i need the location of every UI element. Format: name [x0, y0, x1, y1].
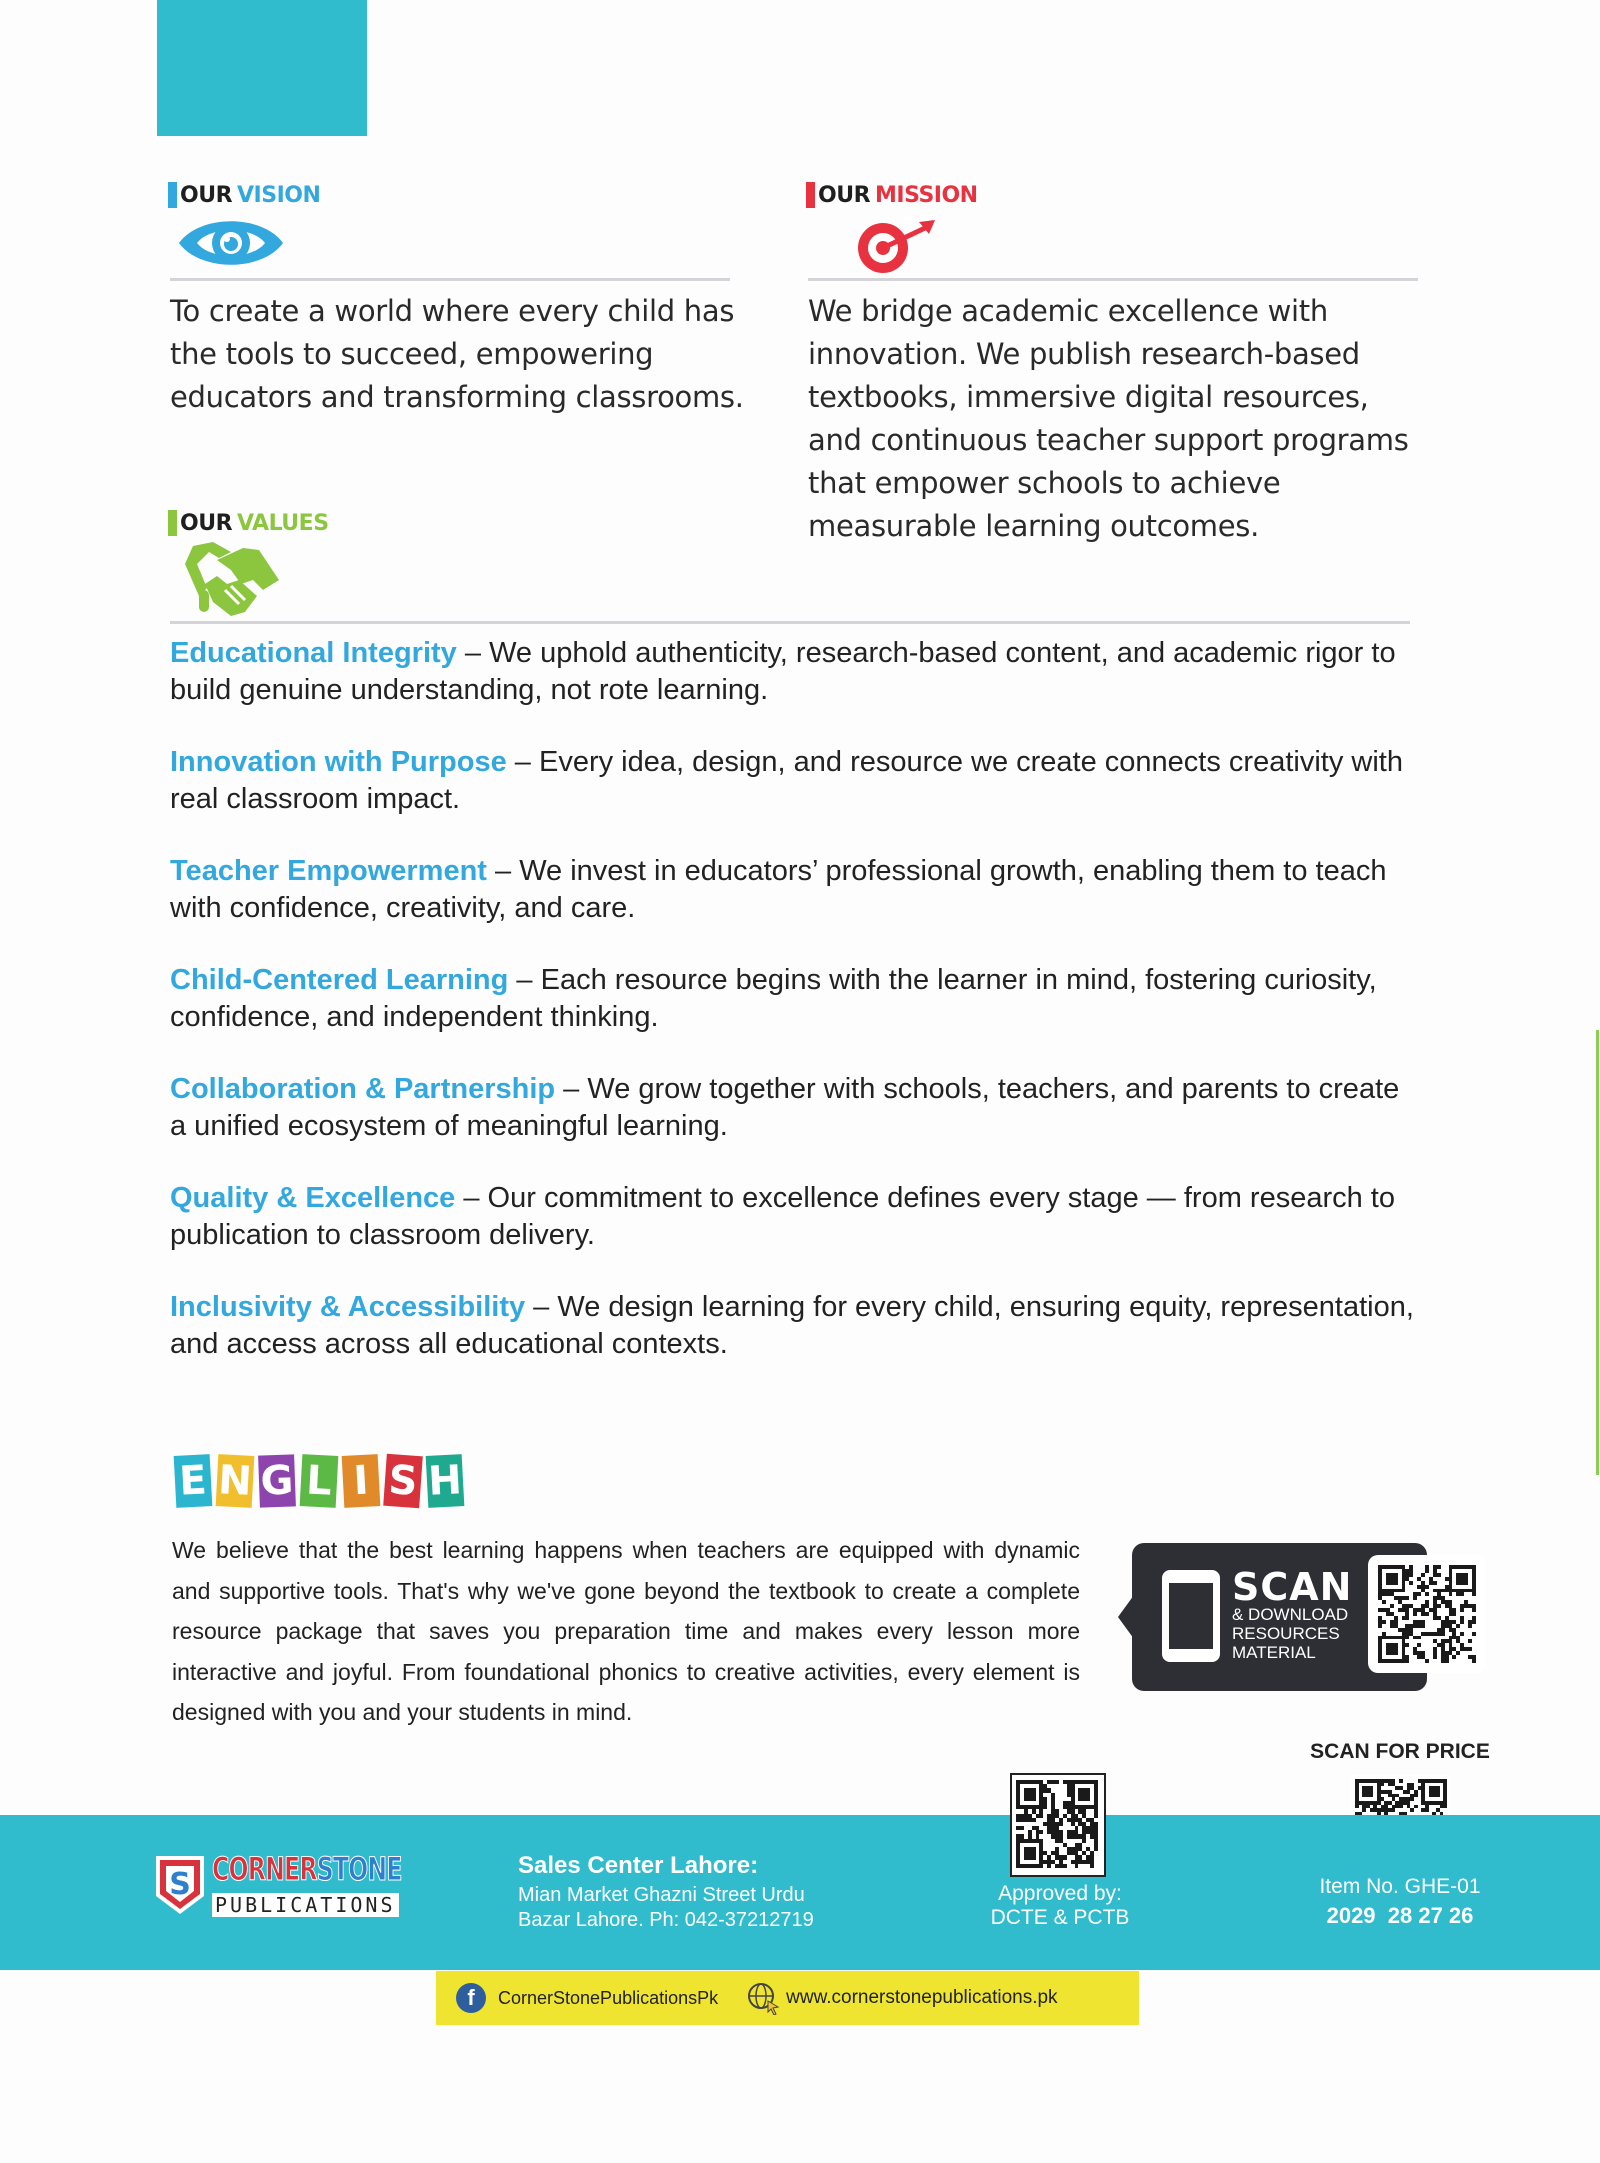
social-links-bar — [436, 1971, 1139, 2025]
scan-line: MATERIAL — [1232, 1643, 1316, 1662]
english-letter-tile: N — [216, 1454, 255, 1508]
value-text: – We design learning for every child, ensuring equity, representation, and access across all educational contexts. — [170, 1291, 1414, 1360]
english-letter-tile: G — [258, 1454, 296, 1507]
mission-heading — [806, 182, 978, 208]
brand-name-blue: STONE — [316, 1850, 402, 1888]
mission-text: We bridge academic excellence with innovation. We publish research-based textbooks, immersive digital resources, and continuous teacher support programs that empower schools to achieve measurable learning outcomes. — [808, 294, 1409, 543]
value-item — [170, 635, 1420, 709]
values-divider — [170, 621, 1410, 624]
value-item — [170, 744, 1420, 818]
facebook-icon: f — [456, 1983, 486, 2013]
value-item — [170, 1289, 1420, 1363]
approved-value: DCTE & PCTB — [990, 1906, 1130, 1929]
value-title: Collaboration & Partnership — [170, 1073, 556, 1105]
top-teal-block — [157, 0, 367, 136]
sales-center-title: Sales Center Lahore: — [518, 1852, 759, 1879]
mission-divider — [808, 278, 1418, 281]
heading-bar — [168, 510, 177, 536]
approval-info — [975, 1882, 1145, 1930]
vision-heading — [168, 182, 320, 208]
globe-www-icon — [746, 1981, 780, 2015]
value-text: – Our commitment to excellence defines every stage — from research to publication to classroom delivery. — [170, 1182, 1395, 1251]
heading-accent: VISION — [237, 182, 321, 208]
value-title: Teacher Empowerment — [170, 855, 487, 887]
value-text: – We invest in educators’ professional growth, enabling them to teach with confidence, creativity, and care. — [170, 855, 1387, 924]
value-item — [170, 1180, 1420, 1254]
phone-screen — [1169, 1583, 1213, 1649]
english-letter-tile: L — [300, 1454, 339, 1508]
scan-subtitle — [1232, 1605, 1348, 1662]
heading-prefix: OUR — [180, 510, 233, 536]
approved-label: Approved by: — [998, 1882, 1122, 1905]
heading-bar — [168, 182, 177, 208]
english-letter-tile: H — [426, 1454, 465, 1508]
brand-subtitle: PUBLICATIONS — [212, 1893, 399, 1917]
value-title: Inclusivity & Accessibility — [170, 1291, 526, 1323]
cornerstone-shield-logo — [152, 1852, 208, 1918]
english-letter-tile: I — [342, 1454, 381, 1508]
value-title: Quality & Excellence — [170, 1182, 456, 1214]
approval-qr-code[interactable] — [1016, 1780, 1098, 1868]
facebook-link[interactable]: CornerStonePublicationsPk — [498, 1987, 719, 2008]
value-item — [170, 853, 1420, 927]
website-link[interactable]: www.cornerstonepublications.pk — [786, 1987, 1058, 2008]
item-number: Item No. GHE-01 — [1319, 1875, 1481, 1898]
sales-center-address — [518, 1883, 814, 1933]
heading-prefix: OUR — [818, 182, 871, 208]
edition-years: 2029 28 27 26 — [1326, 1903, 1474, 1928]
heading-accent: VALUES — [237, 510, 329, 536]
english-letter-tile: E — [174, 1454, 213, 1508]
scan-title: SCAN — [1232, 1565, 1353, 1609]
vision-text: To create a world where every child has the tools to succeed, empowering educators and transforming classrooms. — [170, 294, 744, 414]
english-description: We believe that the best learning happens when teachers are equipped with dynamic and supportive tools. That's why we've gone beyond the textbook to create a complete resource package that saves you preparation time and makes every lesson more interactive and joyful. From foundational phonics to creative activities, every element is designed with you and your students in mind. — [172, 1537, 1080, 1725]
eye-icon — [175, 212, 287, 274]
values-heading — [168, 510, 329, 536]
handshake-icon — [183, 540, 283, 620]
target-dart-icon — [855, 212, 937, 276]
address-line: Mian Market Ghazni Street Urdu — [518, 1884, 805, 1906]
vision-divider — [170, 278, 730, 281]
scan-for-price-label: SCAN FOR PRICE — [1310, 1740, 1490, 1763]
value-title: Educational Integrity — [170, 637, 457, 669]
value-text: – Every idea, design, and resource we create connects creativity with real classroom impact. — [170, 746, 1403, 815]
value-title: Child-Centered Learning — [170, 964, 509, 996]
heading-bar — [806, 182, 815, 208]
values-list — [170, 635, 1420, 1398]
brand-name-red: CORNER — [212, 1850, 317, 1888]
value-title: Innovation with Purpose — [170, 746, 507, 778]
value-text: – Each resource begins with the learner in mind, fostering curiosity, confidence, and independent thinking. — [170, 964, 1377, 1033]
heading-accent: MISSION — [875, 182, 978, 208]
scan-line: RESOURCES — [1232, 1624, 1340, 1643]
brand-name — [212, 1850, 402, 1888]
address-line: Bazar Lahore. Ph: 042-37212719 — [518, 1909, 814, 1931]
value-text: – We grow together with schools, teachers, and parents to create a unified ecosystem of meaningful learning. — [170, 1073, 1400, 1142]
resources-qr-code[interactable] — [1378, 1565, 1476, 1663]
english-logo — [175, 1455, 469, 1507]
english-letter-tile: S — [383, 1454, 423, 1508]
side-accent-line — [1596, 1030, 1599, 1475]
svg-text:S: S — [169, 1867, 191, 1902]
heading-prefix: OUR — [180, 182, 233, 208]
value-item — [170, 1071, 1420, 1145]
value-item — [170, 962, 1420, 1036]
value-text: – We uphold authenticity, research-based content, and academic rigor to build genuine understanding, not rote learning. — [170, 637, 1396, 706]
scan-line: & DOWNLOAD — [1232, 1605, 1349, 1624]
